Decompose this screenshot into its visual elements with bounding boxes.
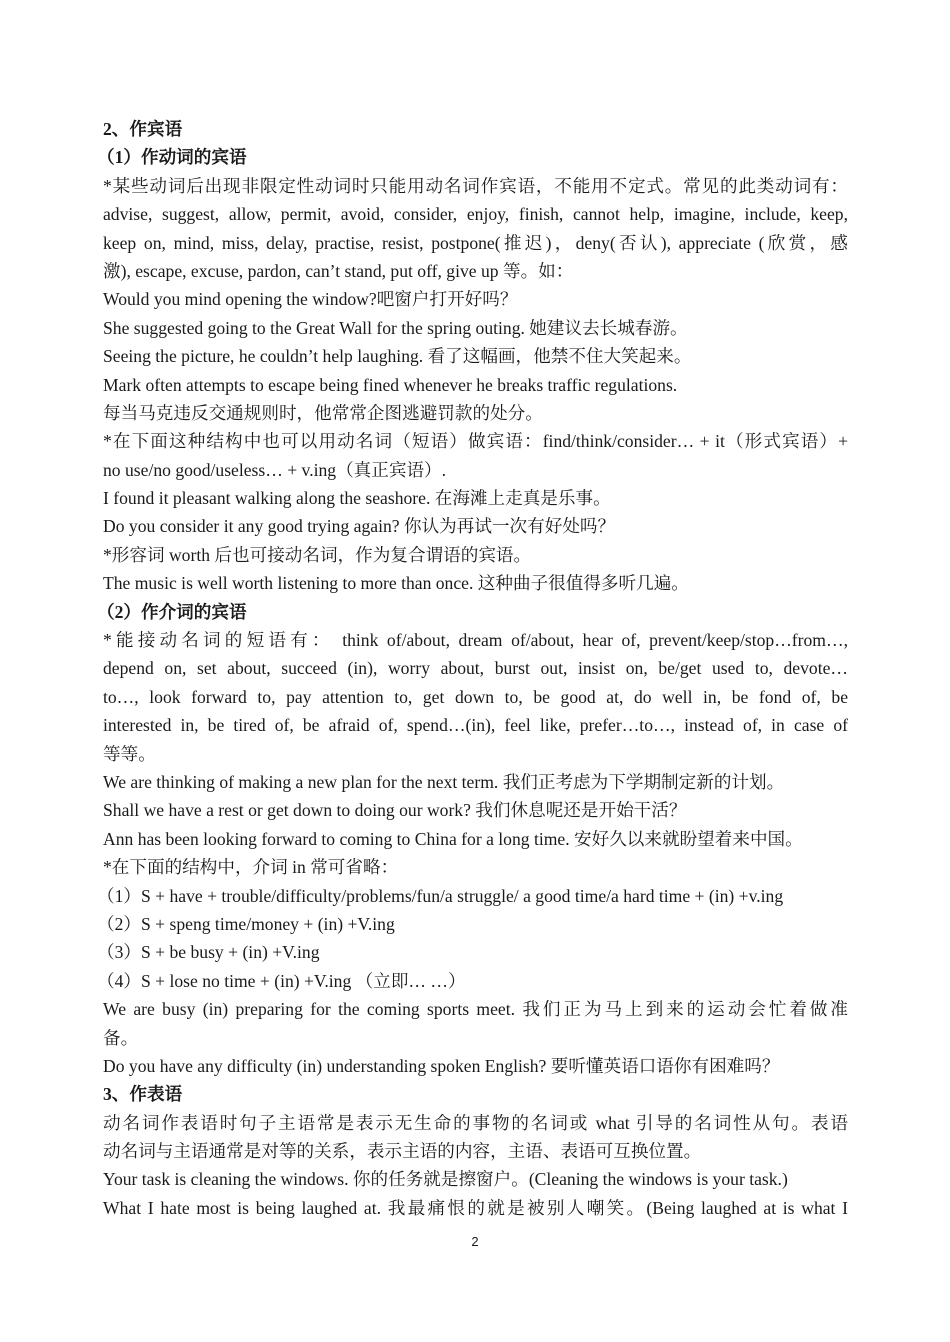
text-line: 备。: [103, 1027, 139, 1048]
text-line: keep on, mind, miss, delay, practise, resist, postpone(推迟)，deny(否认), appreciate (欣赏，感: [103, 232, 848, 253]
text-line: （2）S + speng time/money + (in) +V.ing: [97, 913, 395, 934]
text-line: Mark often attempts to escape being fined whenever he breaks traffic regulations.: [103, 374, 678, 395]
text-line: depend on, set about, succeed (in), worry about, burst out, insist on, be/get used to, devote…: [103, 658, 848, 679]
text-line: Seeing the picture, he couldn’t help laughing. 看了这幅画，他禁不住大笑起来。: [103, 346, 692, 367]
text-line: I found it pleasant walking along the seashore. 在海滩上走真是乐事。: [103, 488, 611, 509]
text-line: *在下面的结构中，介词 in 常可省略：: [103, 857, 399, 878]
text-line: The music is well worth listening to more than once. 这种曲子很值得多听几遍。: [103, 573, 689, 594]
text-line: 每当马克违反交通规则时，他常常企图逃避罚款的处分。: [103, 402, 543, 423]
section-heading: （2）作介词的宾语: [97, 601, 247, 622]
text-line: What I hate most is being laughed at. 我最痛恨的就是被别人嘲笑。(Being laughed at is what I: [103, 1197, 848, 1218]
text-line: （3）S + be busy + (in) +V.ing: [97, 942, 320, 963]
text-line: *某些动词后出现非限定性动词时只能用动名词作宾语，不能用不定式。常见的此类动词有：: [103, 175, 848, 196]
text-line: *能接动名词的短语有： think of/about, dream of/about, hear of, prevent/keep/stop…from…,: [103, 630, 848, 651]
text-line: （1）S + have + trouble/difficulty/problems/fun/a struggle/ a good time/a hard time + (in) +v.ing: [97, 885, 784, 906]
text-line: 激), escape, excuse, pardon, can’t stand, put off, give up 等。如：: [103, 260, 574, 281]
page-content: [97, 115, 848, 1222]
section-heading: 3、作表语: [103, 1084, 183, 1105]
text-line: 等等。: [103, 743, 156, 764]
text-line: Do you have any difficulty (in) understanding spoken English? 要听懂英语口语你有困难吗？: [103, 1055, 780, 1076]
text-line: Ann has been looking forward to coming to China for a long time. 安好久以来就盼望着来中国。: [103, 828, 803, 849]
text-line: Do you consider it any good trying again? 你认为再试一次有好处吗？: [103, 516, 616, 537]
text-line: We are thinking of making a new plan for the next term. 我们正考虑为下学期制定新的计划。: [103, 771, 785, 792]
text-line: We are busy (in) preparing for the coming sports meet. 我们正为马上到来的运动会忙着做准: [103, 999, 848, 1020]
text-line: 动名词与主语通常是对等的关系，表示主语的内容，主语、表语可互换位置。: [103, 1141, 702, 1162]
text-line: 动名词作表语时句子主语常是表示无生命的事物的名词或 what 引导的名词性从句。表语: [103, 1112, 848, 1133]
text-line: interested in, be tired of, be afraid of, spend…(in), feel like, prefer…to…, instead of, in case of: [103, 715, 848, 736]
text-line: Would you mind opening the window?吧窗户打开好吗？: [103, 289, 518, 310]
text-line: to…, look forward to, pay attention to, get down to, be good at, do well in, be fond of, be: [103, 686, 848, 707]
text-line: Your task is cleaning the windows. 你的任务就是擦窗户。(Cleaning the windows is your task.): [103, 1169, 788, 1190]
page-number: 2: [471, 1234, 479, 1249]
section-heading: 2、作宾语: [103, 119, 183, 139]
text-line: advise, suggest, allow, permit, avoid, consider, enjoy, finish, cannot help, imagine, include, keep,: [103, 204, 848, 225]
section-heading: （1）作动词的宾语: [97, 147, 247, 168]
text-line: *形容词 worth 后也可接动名词，作为复合谓语的宾语。: [103, 544, 532, 565]
text-line: She suggested going to the Great Wall for the spring outing. 她建议去长城春游。: [103, 317, 688, 338]
text-line: no use/no good/useless… + v.ing（真正宾语）.: [103, 459, 447, 480]
text-line: *在下面这种结构中也可以用动名词（短语）做宾语：find/think/consider… + it（形式宾语）+: [103, 431, 848, 452]
text-line: （4）S + lose no time + (in) +V.ing （立即… …）: [97, 970, 466, 991]
text-line: Shall we have a rest or get down to doing our work? 我们休息呢还是开始干活？: [103, 800, 687, 821]
